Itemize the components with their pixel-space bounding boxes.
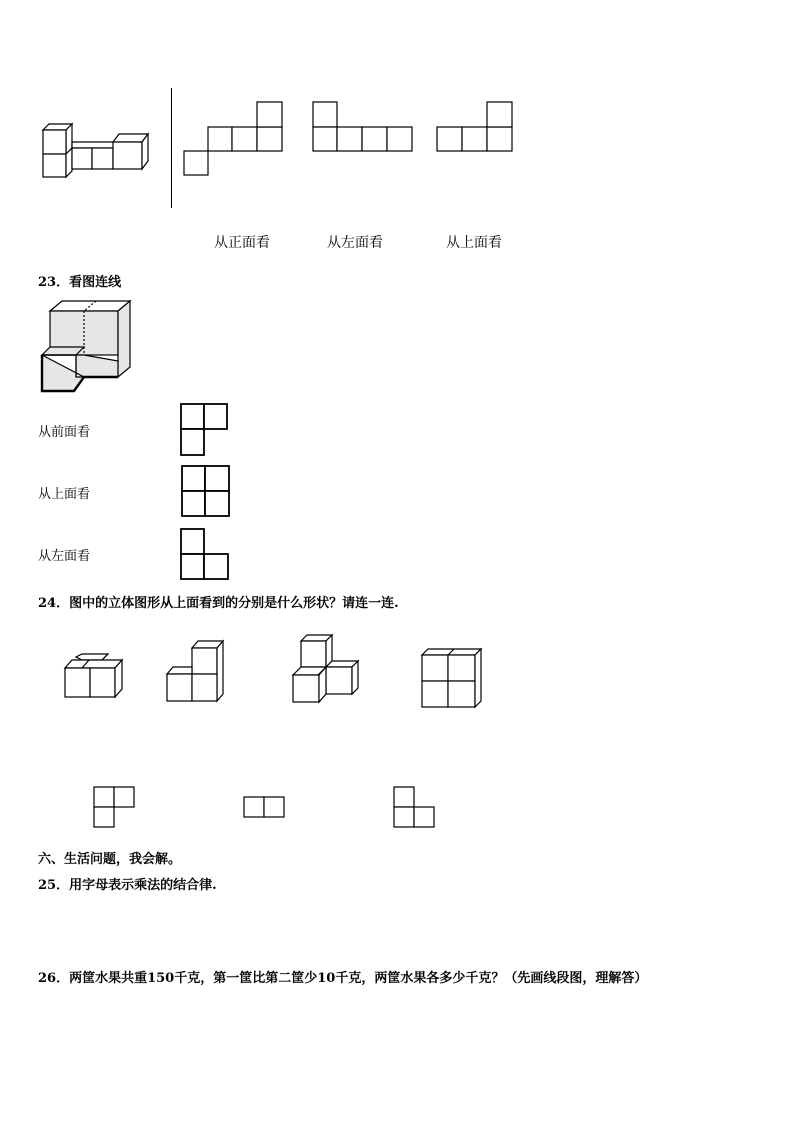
q23-option-left: 从左面看 (38, 549, 91, 564)
q22-divider-line (171, 88, 172, 208)
q24-solid-1 (64, 654, 128, 700)
q23-view-shape-b (181, 465, 231, 519)
q22-label-front: 从正面看 (214, 235, 270, 251)
q24-top-view-1 (93, 786, 137, 830)
q25-title: 25．用字母表示乘法的结合律. (38, 878, 217, 893)
q23-solid-figure (40, 299, 132, 395)
q23-view-shape-c (180, 528, 230, 582)
q23-option-front: 从前面看 (38, 425, 91, 440)
q23-title: 23．看图连线 (38, 275, 122, 290)
q23-view-shape-a (180, 403, 230, 457)
q24-title: 24．图中的立体图形从上面看到的分别是什么形状？请连一连. (38, 596, 399, 611)
q22-label-left: 从左面看 (327, 235, 383, 251)
q24-solid-2 (166, 640, 228, 702)
q23-option-top: 从上面看 (38, 487, 91, 502)
q22-front-view-grid (184, 101, 284, 177)
q22-top-view-grid (436, 101, 514, 153)
q22-solid-figure (40, 120, 155, 180)
q24-solid-4 (421, 648, 483, 710)
q22-left-view-grid (312, 101, 414, 153)
q24-solid-3 (292, 634, 360, 704)
q24-top-view-3 (393, 786, 437, 830)
q22-label-top: 从上面看 (446, 235, 502, 251)
section6-title: 六、生活问题，我会解。 (38, 852, 182, 867)
q24-top-view-2 (243, 796, 287, 818)
q26-title: 26．两筐水果共重150千克，第一筐比第二筐少10千克，两筐水果各多少千克？（先画线段图，理解答） (38, 971, 648, 986)
